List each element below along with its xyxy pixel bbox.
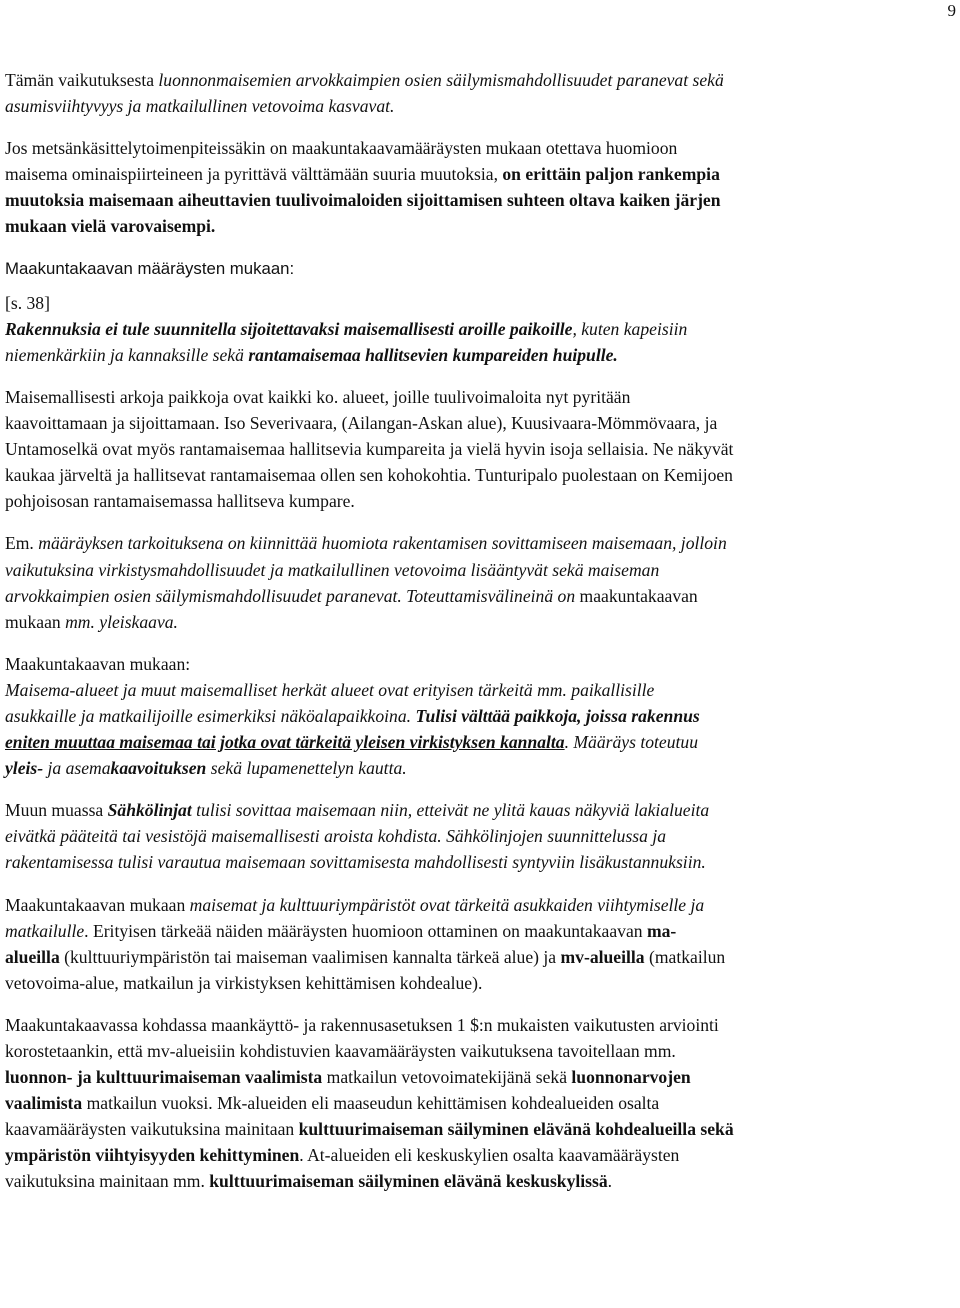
- text-line: [5, 213, 955, 239]
- text-run: rantamaisemaa hallitsevien kumpareiden huipulle.: [248, 344, 618, 365]
- text-run: korostetaankin, että mv-alueisiin kohdistuvien kaavamääräysten vaikutuksena tavoitellaan mm.: [5, 1041, 676, 1061]
- text-run: kaukaa järveltä ja hallitsevat rantamaisemaa ollen sen kohokohtia. Tunturipalo puolestaan on Kemijoen: [5, 465, 733, 486]
- text-line: [5, 651, 955, 677]
- document-body: [5, 67, 955, 1211]
- text-line: [5, 1142, 955, 1168]
- text-line: [5, 583, 955, 609]
- text-line: [5, 290, 955, 316]
- text-line: [5, 677, 955, 703]
- text-line: [5, 135, 955, 161]
- text-line: [5, 892, 955, 918]
- text-run: asukkaille ja matkailijoille esimerkiksi näköalapaikkoina.: [5, 705, 416, 726]
- text-run: Sähkölinjat: [107, 800, 192, 821]
- page-number: 9: [947, 1, 956, 20]
- text-line: [5, 557, 955, 583]
- paragraph: [5, 256, 955, 282]
- text-run: maakuntakaavan: [579, 585, 698, 606]
- text-run: rakentamisessa tulisi varautua maisemaan sovittamisesta mahdollisesti syntyviin lisäkustannuksiin.: [5, 852, 706, 873]
- text-run: luonnonmaisemien arvokkaimpien osien säilymismahdollisuudet paranevat sekä: [158, 70, 724, 90]
- text-line: [5, 488, 955, 514]
- text-run: arvokkaimpien osien säilymismahdollisuudet paranevat. Toteuttamisvälineinä on: [5, 585, 580, 606]
- paragraph: [5, 1012, 955, 1195]
- text-line: [5, 609, 955, 635]
- paragraph: [5, 530, 955, 634]
- paragraph: [5, 384, 955, 514]
- text-run: luonnonarvojen: [571, 1067, 691, 1088]
- text-line: [5, 703, 955, 729]
- text-line: [5, 1090, 955, 1116]
- text-run: Tämän vaikutuksesta: [5, 70, 159, 90]
- text-run: Jos metsänkäsittelytoimenpiteissäkin on maakuntakaavamääräysten mukaan otettava huomioon: [5, 138, 678, 159]
- text-line: [5, 67, 955, 93]
- text-run: Em.: [5, 533, 39, 554]
- text-line: [5, 93, 955, 119]
- text-line: [5, 797, 955, 823]
- text-run: Maisemallisesti arkoja paikkoja ovat kaikki ko. alueet, joille tuulivoimaloita nyt pyritään: [5, 386, 631, 407]
- text-run: asumisviihtyvyys ja matkailullinen vetovoima kasvavat.: [5, 96, 395, 117]
- text-run: alueilla: [5, 946, 60, 967]
- text-line: [5, 1064, 955, 1090]
- paragraph: [5, 67, 955, 119]
- text-line: [5, 1038, 955, 1064]
- text-run: matkailulle: [5, 920, 85, 941]
- text-line: [5, 1116, 955, 1142]
- text-run: kaavoittamaan ja sijoittamaan. Iso Severivaara, (Ailangan-Askan alue), Kuusivaara-Mömmövaara, ja: [5, 413, 718, 434]
- text-line: [5, 530, 955, 556]
- text-run: (matkailun: [644, 946, 726, 967]
- text-run: ja asema: [43, 758, 111, 779]
- text-run: vaikutuksina virkistysmahdollisuudet ja matkailullinen vetovoima lisääntyvät sekä maiseman: [5, 559, 660, 580]
- text-run: Maakuntakaavassa kohdassa maankäyttö- ja rakennusasetuksen 1 $:n mukaisten vaikutusten arviointi: [5, 1014, 719, 1035]
- text-run: Untamoselkä ovat myös rantamaisemaa hallitsevia kumpareita ja vielä hyvin isoja sellaisia. Ne näkyvät: [5, 439, 734, 460]
- text-line: [5, 316, 955, 342]
- text-run: kaavamääräysten vaikutuksina mainitaan: [5, 1119, 299, 1140]
- text-run: eniten muuttaa maisemaa tai jotka ovat tärkeitä yleisen virkistyksen kannalta: [5, 732, 565, 753]
- text-run: (kulttuuriympäristön tai maiseman vaalimisen kannalta tärkeä alue) ja: [59, 946, 561, 967]
- text-line: [5, 944, 955, 970]
- text-line: [5, 161, 955, 187]
- text-run: mm. yleiskaava.: [65, 611, 178, 632]
- text-line: [5, 1012, 955, 1038]
- text-run: yleis-: [5, 758, 44, 779]
- text-run: Maakuntakaavan määräysten mukaan:: [5, 258, 295, 278]
- paragraph: [5, 892, 955, 996]
- text-run: . Erityisen tärkeää näiden määräysten huomioon ottaminen on maakuntakaavan: [84, 920, 647, 941]
- text-run: matkailun vetovoimatekijänä sekä: [322, 1067, 572, 1088]
- text-line: [5, 823, 955, 849]
- text-run: ympäristön viihtyisyyden kehittyminen: [5, 1145, 300, 1166]
- text-run: kulttuurimaiseman säilyminen elävänä kohdealueilla sekä: [298, 1119, 734, 1140]
- text-line: [5, 755, 955, 781]
- text-run: tulisi sovittaa maisemaan niin, etteivät ne ylitä kauas näkyviä lakialueita: [191, 800, 710, 821]
- text-line: [5, 918, 955, 944]
- paragraph: [5, 290, 955, 368]
- text-run: ma-: [646, 920, 677, 941]
- text-line: [5, 436, 955, 462]
- text-run: sekä lupamenettelyn kautta.: [206, 758, 407, 779]
- text-run: vaikutuksina mainitaan mm.: [5, 1171, 210, 1192]
- text-run: vaalimista: [5, 1093, 83, 1114]
- text-line: [5, 384, 955, 410]
- text-line: [5, 1168, 955, 1194]
- paragraph: [5, 135, 955, 239]
- text-run: .: [607, 1171, 613, 1192]
- text-run: matkailun vuoksi. Mk-alueiden eli maaseudun kehittämisen kohdealueiden osalta: [82, 1093, 660, 1114]
- text-run: niemenkärkiin ja kannaksille sekä: [5, 344, 249, 365]
- text-run: maisema ominaispiirteineen ja pyrittävä välttämään suuria muutoksia,: [5, 164, 503, 185]
- text-run: muutoksia maisemaan aiheuttavien tuulivoimaloiden sijoittamisen suhteen oltava kaiken järjen: [5, 190, 721, 211]
- text-line: [5, 462, 955, 488]
- text-line: [5, 187, 955, 213]
- text-run: maisemat ja kulttuuriympäristöt ovat tärkeitä asukkaiden viihtymiselle ja: [189, 894, 705, 915]
- text-run: mukaan vielä varovaisempi.: [5, 216, 216, 237]
- text-run: kulttuurimaiseman säilyminen elävänä keskuskylissä: [209, 1171, 608, 1192]
- text-line: [5, 849, 955, 875]
- text-run: Tulisi välttää paikkoja, joissa rakennus: [415, 705, 700, 726]
- text-run: vetovoima-alue, matkailun ja virkistyksen kehittämisen kohdealue).: [5, 972, 483, 993]
- paragraph: [5, 797, 955, 875]
- text-line: [5, 342, 955, 368]
- text-run: . Määräys toteutuu: [564, 732, 699, 753]
- text-run: Maakuntakaavan mukaan: [5, 894, 190, 915]
- text-run: on erittäin paljon rankempia: [502, 164, 720, 185]
- text-run: mv-alueilla: [560, 946, 645, 967]
- text-run: mukaan: [5, 611, 66, 632]
- text-run: Maakuntakaavan mukaan:: [5, 653, 191, 674]
- text-run: Muun muassa: [5, 800, 108, 821]
- paragraph: [5, 651, 955, 781]
- text-line: [5, 729, 955, 755]
- text-run: [s. 38]: [5, 292, 50, 313]
- text-line: [5, 256, 955, 282]
- text-line: [5, 970, 955, 996]
- text-run: . At-alueiden eli keskuskylien osalta kaavamääräysten: [299, 1145, 680, 1166]
- text-run: pohjoisosan rantamaisemassa hallitseva kumpare.: [5, 491, 355, 512]
- text-run: , kuten kapeisiin: [572, 318, 688, 339]
- text-run: Maisema-alueet ja muut maisemalliset herkät alueet ovat erityisen tärkeitä mm. paikallisille: [5, 679, 655, 700]
- text-line: [5, 410, 955, 436]
- text-run: Rakennuksia ei tule suunnitella sijoitettavaksi maisemallisesti aroille paikoille: [5, 318, 573, 339]
- text-run: määräyksen tarkoituksena on kiinnittää huomiota rakentamisen sovittamiseen maisemaan, jolloin: [38, 533, 727, 554]
- text-run: eivätkä pääteitä tai vesistöjä maisemallisesti aroista kohdista. Sähkölinjojen suunnittelussa ja: [5, 826, 667, 847]
- text-run: luonnon- ja kulttuurimaiseman vaalimista: [5, 1067, 323, 1088]
- text-run: kaavoituksen: [110, 758, 207, 779]
